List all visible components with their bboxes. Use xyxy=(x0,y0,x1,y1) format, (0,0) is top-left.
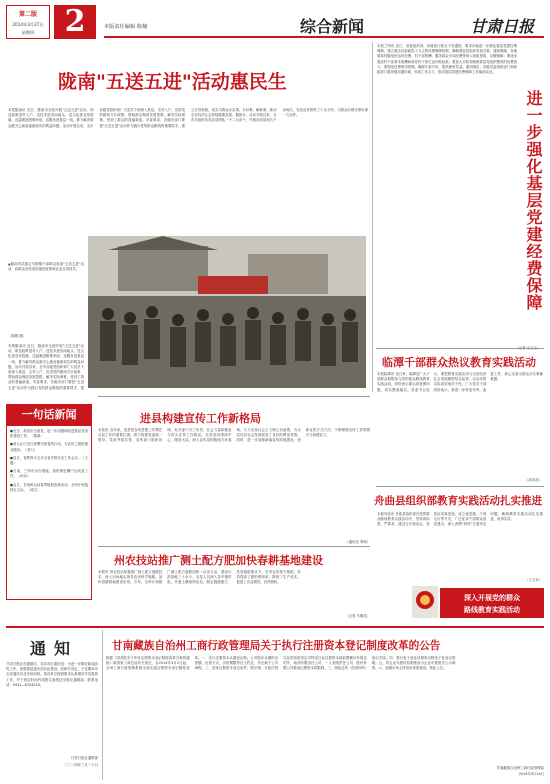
date-label: 2014年3月27日 xyxy=(12,22,44,27)
edition-label: 第二版 xyxy=(18,11,37,18)
weekday-label: 星期四 xyxy=(21,30,35,35)
center-rule xyxy=(98,396,370,397)
party-emblem-icon xyxy=(412,586,438,618)
section-title: 综合新闻 xyxy=(300,17,365,36)
editor-line: 本版责任编辑 陈楠 xyxy=(104,24,148,30)
quote-box xyxy=(6,426,92,600)
lintan-byline: （高向东） xyxy=(525,478,542,482)
zhouneng-rule xyxy=(98,546,370,547)
zhouqu-byline: （王文东） xyxy=(525,578,542,582)
right-vertical-title: 进一步强化基层党建经费保障 xyxy=(524,90,543,311)
main-photo-caption: ▲陇南市武都区马街镇干部群众参加"五送五进"活动，向群众宣传党的惠民政策和农业实用技术。 xyxy=(8,262,84,272)
main-story-extra: 本报陇南讯 近日，陇南市全面开展"五送五进"活动，即送政策进村入户、送技术进田间地头、送文化进农家院落、送温暖进困难家庭、送服务进基层一线，着力解决群众最关心最直接最现实的利益问题。活动开展以来，全市各级党组织和广大党员干部深入基层，走村入户，宣讲党的路线方针政策，帮助群众理清发展思路，解决实际困难，受到了群众的普遍欢迎。市委要求，各级各部门要把"五送五进"活动作为践行党的群众路线的重要抓手，建 xyxy=(8,344,84,390)
page-number-badge xyxy=(54,5,96,39)
quote-item: ●近日，省教育厅召开全省学校安全工作会议。（王磊） xyxy=(10,455,88,466)
quote-item: ●近日，我省出台意见，进一步加强和改进基层党组织建设工作。（陈新） xyxy=(10,429,88,439)
bottom-divider xyxy=(102,630,103,780)
bottom-rule xyxy=(6,626,544,628)
quote-item: ●近日，甘南州启动春季植树造林活动，全州计划造林五万亩。（周文） xyxy=(10,482,88,492)
main-photo-credit: （陈佩 摄） xyxy=(8,334,27,338)
zhouqu-rule xyxy=(376,486,544,487)
main-headline: 陇南"五送五进"活动惠民生 xyxy=(58,71,287,93)
masthead-logo: 甘肃日报 xyxy=(470,17,535,36)
zhouneng-headline: 州农技站推广测土配方肥加快春耕基地建设 xyxy=(114,554,323,567)
center-byline: （通讯员 李明） xyxy=(345,540,370,544)
lintan-headline: 临潭千部群众热议教育实践活动 xyxy=(382,356,536,369)
notice-title: 通知 xyxy=(30,639,79,658)
bottom-org: 甘南藏族自治州工商行政管理局 xyxy=(496,766,544,770)
center-headline: 进县构建宣传工作新格局 xyxy=(140,412,261,425)
crowd-scene-illustration xyxy=(88,236,366,388)
quote-box-title: 一句话新闻 xyxy=(21,408,77,421)
main-story-body: 本报陇南讯 近日，陇南市全面开展"五送五进"活动，即送政策进村入户、送技术进田间地头、送文化进农家院落、送温暖进困难家庭、送服务进基层一线，着力解决群众最关心最直接最现实的利益问题。活动开展以来，全市各级党组织和广大党员干部深入基层，走村入户，宣讲党的路线方针政策，帮助群众理清发展思路，解决实际困难，受到了群众的普遍欢迎。市委要求，各级各部门要把"五送五进"活动作为践行党的群众路线的重要抓手，建立长效机制，切实为群众办实事、办好事、解难事，推动全市经济社会持续健康发展。据统计，活动开展以来，全市共组织各类宣讲团队一千二百余个，开展各类培训五千余场次，发放宣传资料三十余万份，为群众办理实事好事一万余件。 xyxy=(8,108,368,128)
header-date-box xyxy=(6,5,50,39)
notice-org: 甘肃日报社通联部 xyxy=(70,756,98,760)
campaign-banner xyxy=(440,588,544,618)
zhouneng-body: 本报讯 州农技站积极推广测土配方施肥技术，深入田间地头指导农民科学施肥，加快春耕基地建设步伐。今年，全州计划推广测土配方施肥面积一百余万亩，建设示范基地三十余个。农技人员深入各乡镇村组，开展土壤取样化验，制定施肥配方，发放施肥建议卡，引导农民按方施肥，有效提高了肥料利用率，降低了生产成本，促进了农业增效、农民增收。 xyxy=(98,570,301,585)
bottom-body: 根据《国务院关于印发注册资本登记制度改革方案的通知》和国家工商总局有关规定，自2014年3月1日起，全州工商行政管理系统全面实施注册资本登记制度改革。一、实行注册资本认缴登记制。公司股东认缴的出资额、出资方式、出资期限等自主约定，并记载于公司章程。二、放宽注册资本登记条件。除法律、行政法规以及国务院决定对特定行业注册资本最低限额另有规定的外，取消有限责任公司、一人有限责任公司、股份有限公司最低注册资本的限制。三、简化住所（经营场所）登记手续。四、推行电子营业执照和全程电子化登记管理。五、将企业年度检验制度改为企业年度报告公示制度。六、加强市场主体信用体系建设。特此公告。 xyxy=(106,656,456,671)
center-body: 本报讯 近年来，进县把宣传思想工作摆在全局工作的重要位置，着力构建党委统一领导、党政齐抓共管、宣传部门组织协调、有关部门分工负责、社会力量积极参与的大宣传工作格局。全县坚持围绕中心、服务大局，深入宣传党的路线方针政策，大力弘扬社会主义核心价值观，为全县经济社会发展营造了良好的舆论氛围。同时，进一步加强新闻宣传阵地建设，创新宣传方式方法，不断增强宣传工作的吸引力和感染力。 xyxy=(98,428,370,443)
quote-box-title-bar xyxy=(6,404,92,426)
zhouqu-headline: 舟曲县组织部教育实践活动扎实推进 xyxy=(374,495,542,507)
bottom-date: 2014年3月14日 xyxy=(518,772,544,776)
right-story-body: 本报兰州讯 近日，省委组织部、省财政厅联合下发通知，要求各地进一步强化基层党建经费保障，建立健全以财政投入为主的经费保障机制，确保基层党组织有钱办事。通知明确，各地要将村级组织运转经费、村干部报酬、服务群众专项经费等纳入财政预算，足额保障；要逐步提高村干部基本报酬和离任村干部生活补贴标准；要加大对软弱涣散基层党组织整顿的经费投入；要规范经费使用管理，确保专款专用，提高使用效益。通知指出，各级党委组织部门和财政部门要加强沟通协调，形成工作合力，推动基层党建经费保障工作落到实处。 xyxy=(377,44,517,75)
notice-body: 甘肃日报社各通联站、各县市区通讯组：为进一步做好新闻宣传工作，加强基层通讯员队伍建设，经研究决定，于近期举办全省通讯员业务培训班。请各单位按照要求认真做好学员推荐工作，并于规定时间内将报名表报送至报社通联部。联系电话：0931—8154253。 xyxy=(6,662,98,687)
main-photo xyxy=(88,236,366,388)
zhouqu-body: 本报舟曲讯 舟曲县组织部在党的群众路线教育实践活动中，坚持高标准、严要求，通过召开座谈会、发放征求意见表、设立意见箱、个别走访等方式，广泛征求干部群众意见建议，深入查摆"四风"方面突出问题，确保教育实践活动扎实推进、取得实效。 xyxy=(377,512,543,527)
right-divider xyxy=(372,42,373,392)
campaign-line-1: 深入开展党的群众 xyxy=(464,593,520,602)
quote-item: ●省人社厅近日部署开展春风行动，为农民工提供就业服务。（刘力） xyxy=(10,442,88,452)
bottom-headline: 甘南藏族自治州工商行政管理局关于执行注册资本登记制度改革的公告 xyxy=(112,640,441,652)
lintan-body: 本报临潭讯 连日来，临潭县广大干部群众积极参与党的群众路线教育实践活动，纷纷表示要认真查摆问题、切实整改落实。县委书记表示，要把教育实践活动与全县经济社会发展紧密结合起来，以活动的实际成效取信于民。广大党员干部纷纷表示，要进一步转变作风、改进工作，真心实意为群众办实事解难题。 xyxy=(377,372,543,392)
campaign-line-2: 路线教育实践活动 xyxy=(464,605,520,614)
zhouneng-byline: （记者 马顺龙） xyxy=(345,614,370,618)
notice-date: 二〇一四年三月二十日 xyxy=(64,763,98,767)
quote-item: ●日前，兰州市出台措施，加快推进棚户区改造工作。（孙洁） xyxy=(10,469,88,479)
lintan-rule xyxy=(376,348,544,349)
page-number: 2 xyxy=(64,4,86,39)
header-rule xyxy=(104,36,544,38)
